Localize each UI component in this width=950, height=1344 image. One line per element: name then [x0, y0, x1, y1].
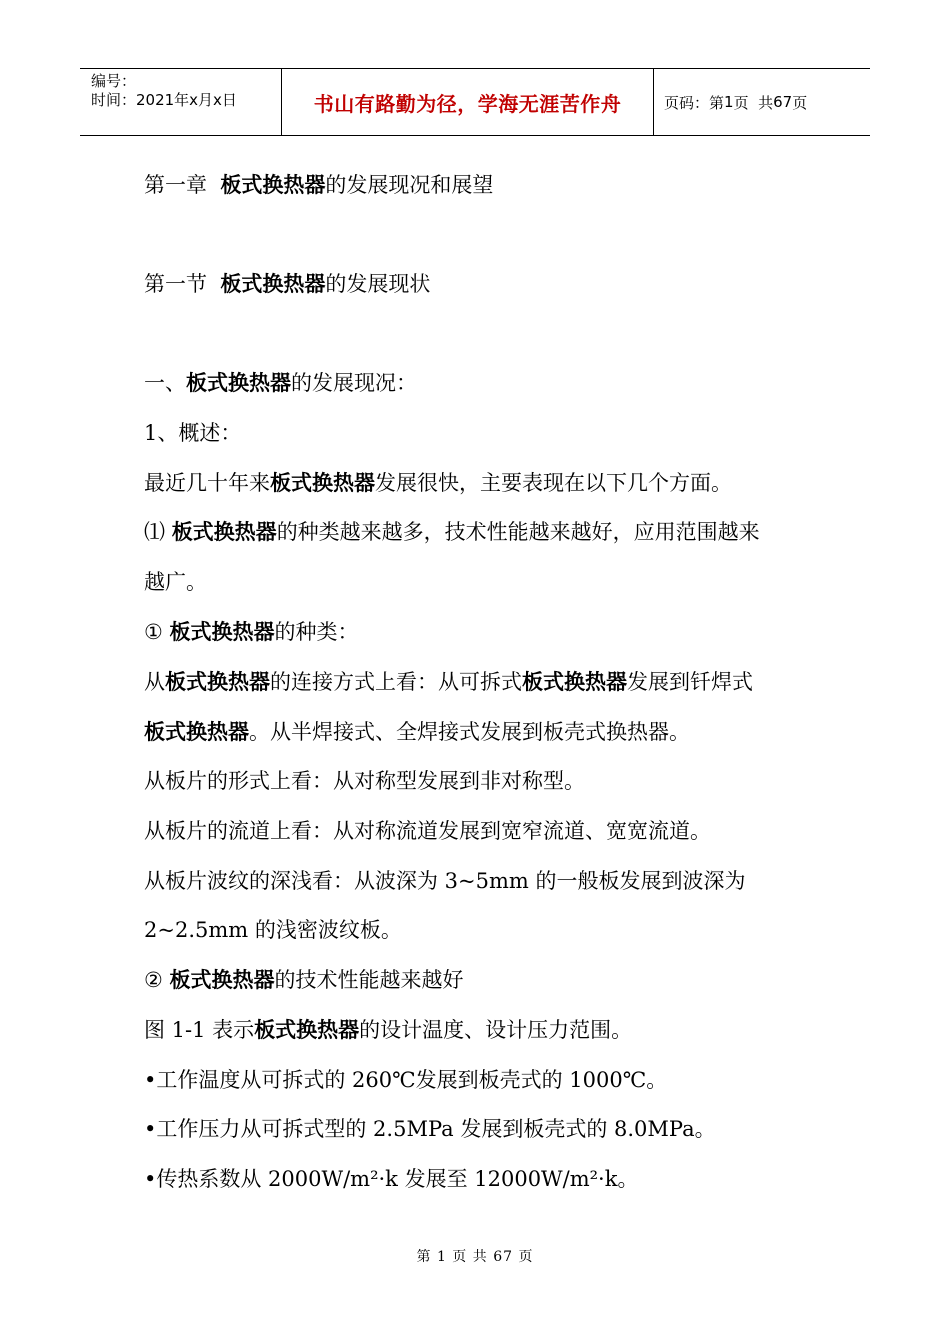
header-page-info	[654, 69, 870, 135]
keyword: 板式换热器	[169, 968, 275, 992]
connection-line-2: 板式换热器。从半焊接式、全焊接式发展到板壳式换热器。	[144, 720, 690, 744]
footer-page-number: 1	[436, 1249, 447, 1265]
header-motto: 书山有路勤为径，学海无涯苦作舟	[282, 69, 654, 135]
heading-2: 1、概述：	[144, 421, 242, 445]
item-1-line-2: 越广。	[144, 570, 207, 594]
keyword: 板式换热器	[254, 1018, 360, 1042]
figure-reference: 图 1-1 表示板式换热器的设计温度、设计压力范围。	[144, 1018, 633, 1042]
bullet-heat-transfer: •传热系数从 2000W/m²·k 发展至 12000W/m²·k。	[144, 1167, 639, 1191]
sub-item-1: ① 板式换热器的种类：	[144, 620, 359, 644]
keyword: 板式换热器	[171, 520, 277, 544]
header-meta	[80, 69, 282, 135]
heading-1: 一、板式换热器的发展现况：	[144, 371, 417, 395]
page-number: 1	[724, 93, 734, 111]
keyword: 板式换热器	[144, 720, 249, 744]
page-total: 67	[773, 93, 793, 111]
page-prefix: 页码：第	[664, 93, 725, 112]
keyword: 板式换热器	[220, 173, 326, 197]
bullet-pressure: •工作压力从可拆式型的 2.5MPa 发展到板壳式的 8.0MPa。	[144, 1117, 716, 1141]
keyword: 板式换热器	[169, 620, 275, 644]
keyword: 板式换热器	[165, 670, 270, 694]
corrugation-line-2: 2~2.5mm 的浅密波纹板。	[144, 918, 402, 942]
paragraph-intro: 最近几十年来板式换热器发展很快，主要表现在以下几个方面。	[144, 471, 732, 495]
item-1-line-1: ⑴ 板式换热器的种类越来越多，技术性能越来越好，应用范围越来	[144, 520, 760, 544]
page-footer: 第 1 页 共 67 页	[416, 1249, 534, 1265]
connection-line-1: 从板式换热器的连接方式上看：从可拆式板式换热器发展到钎焊式	[144, 670, 753, 694]
time-label: 时间：2021年x月x日	[91, 91, 237, 109]
keyword: 板式换热器	[270, 471, 375, 495]
page-mid: 页 共	[733, 93, 774, 112]
corrugation-line-1: 从板片波纹的深浅看：从波深为 3~5mm 的一般板发展到波深为	[144, 869, 746, 893]
keyword: 板式换热器	[522, 670, 627, 694]
plate-form-line: 从板片的形式上看：从对称型发展到非对称型。	[144, 769, 585, 793]
footer-page-total: 67	[493, 1249, 514, 1265]
section-title: 第一节 板式换热器的发展现状	[144, 272, 431, 296]
keyword: 板式换热器	[220, 272, 326, 296]
code-label: 编号：	[91, 72, 137, 90]
chapter-title: 第一章 板式换热器的发展现况和展望	[144, 173, 494, 197]
bullet-temperature: •工作温度从可拆式的 260℃发展到板壳式的 1000℃。	[144, 1068, 668, 1092]
document-header	[80, 68, 870, 136]
plate-channel-line: 从板片的流道上看：从对称流道发展到宽窄流道、宽宽流道。	[144, 819, 711, 843]
keyword: 板式换热器	[186, 371, 291, 395]
page-suffix: 页	[792, 93, 808, 112]
sub-item-2: ② 板式换热器的技术性能越来越好	[144, 968, 464, 992]
